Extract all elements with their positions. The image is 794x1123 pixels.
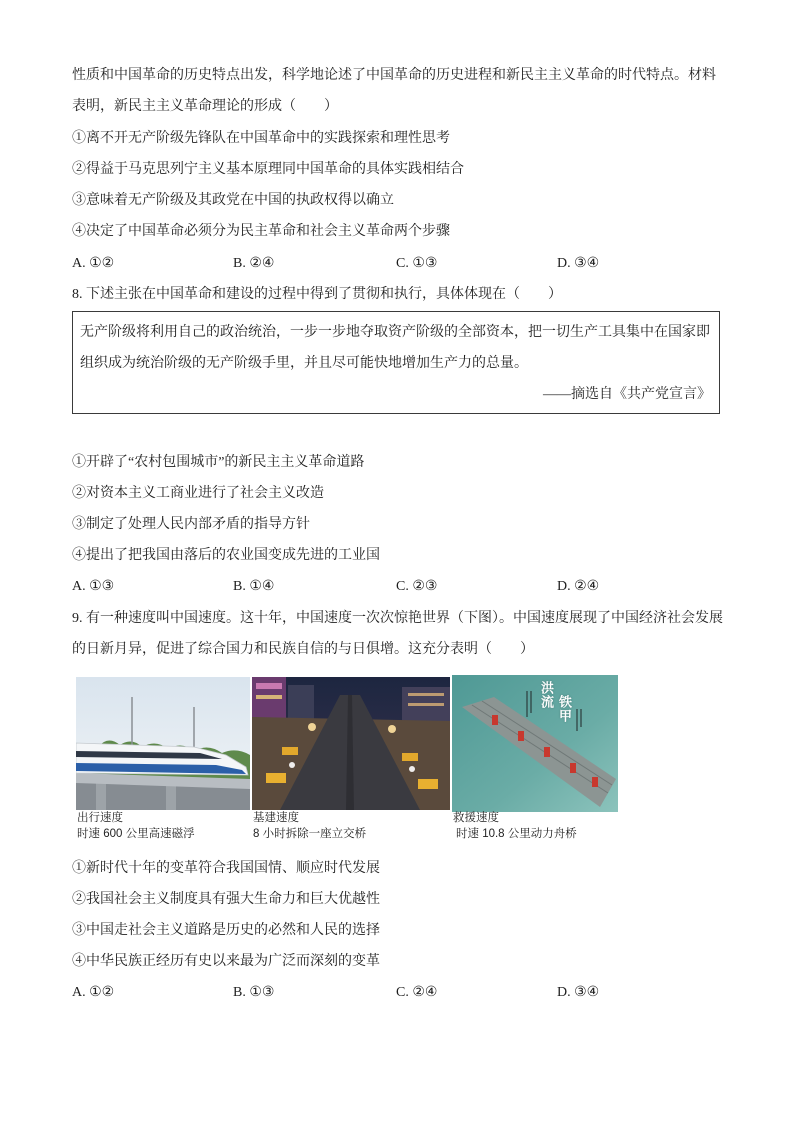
equipment bbox=[570, 763, 576, 773]
q8-statement-2: ②对资本主义工商业进行了社会主义改造 bbox=[72, 486, 324, 501]
q9-statement-3: ③中国走社会主义道路是历史的必然和人民的选择 bbox=[72, 923, 380, 938]
q7-statement-3: ③意味着无产阶级及其政党在中国的执政权得以确立 bbox=[72, 193, 394, 208]
poster-small-text bbox=[576, 709, 578, 731]
q9-choice-c: C. ②④ bbox=[396, 985, 438, 1000]
work-light bbox=[388, 725, 396, 733]
poster-small-text bbox=[580, 709, 582, 727]
poster-lettering-1: 洪流 bbox=[538, 681, 553, 709]
caption-1-text: 时速 600 公里高速磁浮 bbox=[77, 828, 195, 840]
caption-3-text: 时速 10.8 公里动力舟桥 bbox=[456, 828, 577, 840]
building-lights bbox=[256, 683, 282, 689]
building-lights bbox=[408, 693, 444, 696]
q7-statement-4: ④决定了中国革命必须分为民主革命和社会主义革命两个步骤 bbox=[72, 224, 450, 239]
q8-quote-line-2: 组织成为统治阶级的无产阶级手里，并且尽可能快地增加生产力的总量。 bbox=[80, 356, 528, 371]
excavator bbox=[402, 753, 418, 761]
q9-choice-d: D. ③④ bbox=[557, 985, 600, 1000]
q7-choice-d: D. ③④ bbox=[557, 256, 600, 271]
excavator bbox=[418, 779, 438, 789]
q8-statement-4: ④提出了把我国由落后的农业国变成先进的工业国 bbox=[72, 548, 380, 563]
pontoon-bridge-illustration bbox=[452, 675, 618, 812]
pillar bbox=[166, 785, 176, 810]
overpass-illustration bbox=[252, 677, 450, 810]
q9-statement-1: ①新时代十年的变革符合我国国情、顺应时代发展 bbox=[72, 861, 380, 876]
overpass-photo bbox=[252, 677, 450, 810]
q7-choice-a: A. ①② bbox=[72, 256, 115, 271]
q8-quote-source: ——摘选自《共产党宣言》 bbox=[543, 387, 711, 402]
excavator bbox=[282, 747, 298, 755]
equipment bbox=[592, 777, 598, 787]
caption-2-text: 8 小时拆除一座立交桥 bbox=[253, 828, 367, 840]
q9-stem-line-2: 的日新月异，促进了综合国力和民族自信的与日俱增。这充分表明（ ） bbox=[72, 642, 534, 657]
q8-statement-1: ①开辟了“农村包围城市”的新民主主义革命道路 bbox=[72, 455, 365, 470]
work-light bbox=[308, 723, 316, 731]
pillar bbox=[96, 783, 106, 810]
building-lights bbox=[256, 695, 282, 699]
caption-2-title: 基建速度 bbox=[253, 812, 299, 824]
maglev-photo bbox=[76, 677, 250, 810]
work-light bbox=[409, 766, 415, 772]
q8-quote-line-1: 无产阶级将利用自己的政治统治，一步一步地夺取资产阶级的全部资本，把一切生产工具集中在国家即 bbox=[80, 325, 710, 340]
q8-choice-c: C. ②③ bbox=[396, 579, 438, 594]
q9-stem-line-1: 9. 有一种速度叫中国速度。这十年，中国速度一次次惊艳世界（下图）。中国速度展现了中国经济社会发展 bbox=[72, 611, 723, 626]
maglev-illustration bbox=[76, 677, 250, 810]
q9-choice-a: A. ①② bbox=[72, 985, 115, 1000]
q8-choice-a: A. ①③ bbox=[72, 579, 115, 594]
q7-stem-line-1: 性质和中国革命的历史特点出发，科学地论述了中国革命的历史进程和新民主主义革命的时代特点。材料 bbox=[72, 68, 716, 83]
q9-choice-b: B. ①③ bbox=[233, 985, 275, 1000]
q8-statement-3: ③制定了处理人民内部矛盾的指导方针 bbox=[72, 517, 310, 532]
q8-stem: 8. 下述主张在中国革命和建设的过程中得到了贯彻和执行，具体体现在（ ） bbox=[72, 287, 562, 302]
q9-statement-4: ④中华民族正经历有史以来最为广泛而深刻的变革 bbox=[72, 954, 380, 969]
caption-1-title: 出行速度 bbox=[77, 812, 123, 824]
q8-choice-b: B. ①④ bbox=[233, 579, 275, 594]
q8-quote-box bbox=[72, 311, 720, 414]
q8-choice-d: D. ②④ bbox=[557, 579, 600, 594]
equipment bbox=[518, 731, 524, 741]
equipment bbox=[492, 715, 498, 725]
caption-3-title: 救援速度 bbox=[453, 812, 499, 824]
q7-stem-line-2: 表明，新民主主义革命理论的形成（ ） bbox=[72, 99, 338, 114]
equipment bbox=[544, 747, 550, 757]
pontoon-bridge-photo bbox=[452, 675, 618, 812]
poster-lettering-2: 铁甲 bbox=[556, 695, 571, 723]
building-lights bbox=[408, 703, 444, 706]
q7-statement-1: ①离不开无产阶级先锋队在中国革命中的实践探索和理性思考 bbox=[72, 131, 450, 146]
q7-choice-b: B. ②④ bbox=[233, 256, 275, 271]
q9-statement-2: ②我国社会主义制度具有强大生命力和巨大优越性 bbox=[72, 892, 380, 907]
excavator bbox=[266, 773, 286, 783]
q7-choice-c: C. ①③ bbox=[396, 256, 438, 271]
work-light bbox=[289, 762, 295, 768]
q7-statement-2: ②得益于马克思列宁主义基本原理同中国革命的具体实践相结合 bbox=[72, 162, 464, 177]
poster-small-text bbox=[530, 691, 532, 713]
poster-small-text bbox=[526, 691, 528, 717]
